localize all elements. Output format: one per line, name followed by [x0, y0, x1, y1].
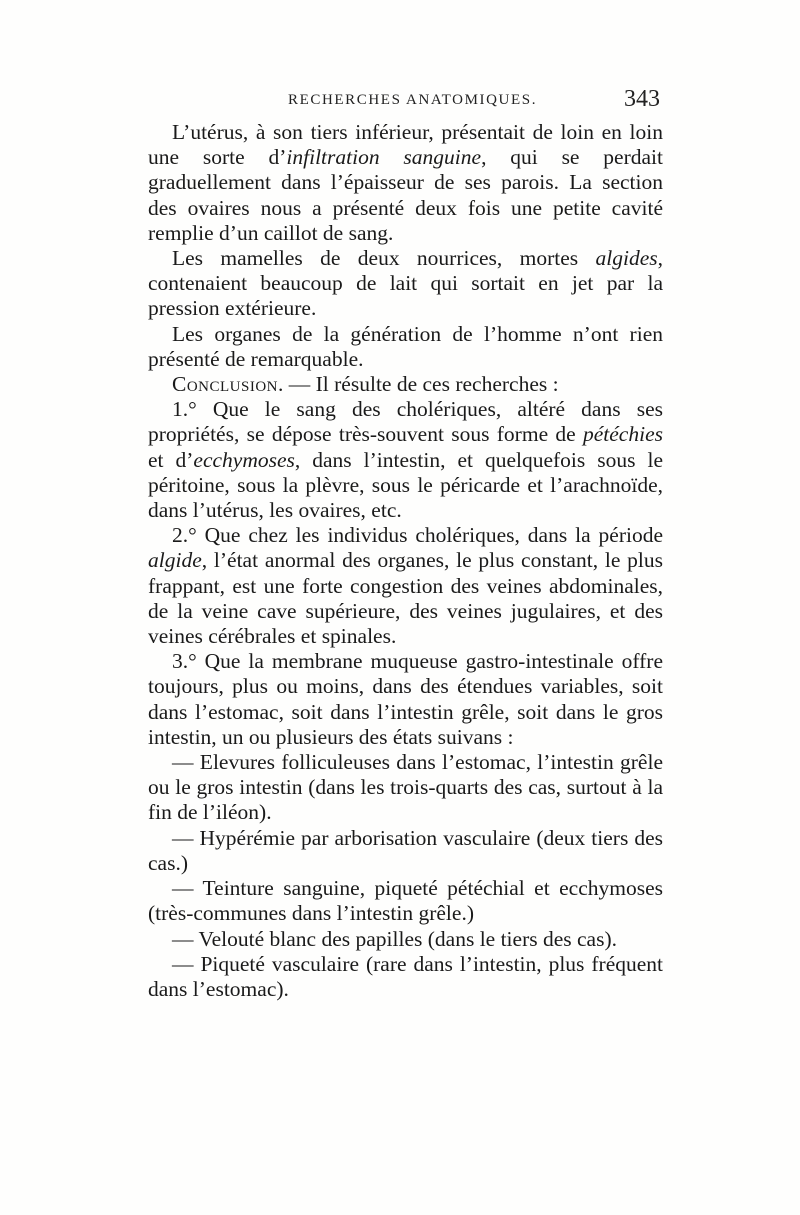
- italic-term: algide: [148, 548, 202, 573]
- italic-term: pétéchies: [583, 422, 663, 447]
- text-run: — Velouté blanc des papilles (dans le tiers des cas).: [172, 926, 618, 951]
- text-run: — Elevures folliculeuses dans l’estomac, l’intestin grêle ou le gros intestin (dans les trois-quarts des cas, surtout à la fin de l’iléon).: [148, 750, 663, 825]
- italic-term: ecchymoses: [193, 447, 295, 472]
- finding-piquete: [148, 952, 663, 1002]
- conclusion-item-2: [148, 523, 663, 649]
- body-text: [148, 120, 663, 1002]
- finding-elevures: [148, 750, 663, 826]
- italic-term: algides: [595, 246, 658, 271]
- text-run: 1.° Que le sang des cholériques, altéré dans ses propriétés, se dépose très-souvent sous forme de: [148, 397, 663, 447]
- text-run: L’utérus, à son tiers inférieur, présentait de loin en loin une sorte d’: [148, 120, 663, 170]
- running-title: RECHERCHES ANATOMIQUES.: [288, 92, 538, 108]
- text-run: — Hypérémie par arborisation vasculaire (deux tiers des cas.): [148, 825, 663, 875]
- text-run: Les organes de la génération de l’homme n’ont rien présenté de remarquable.: [148, 321, 663, 371]
- text-run: — Piqueté vasculaire (rare dans l’intestin, plus fréquent dans l’estomac).: [148, 951, 663, 1001]
- text-run: Les mamelles de deux nourrices, mortes: [172, 246, 596, 271]
- finding-veloute: [148, 927, 663, 952]
- text-run: , qui se perdait graduellement dans l’épaisseur de ses parois. La section des ovaires nous a présenté deux fois une petite cavité remplie d’un caillot de sang.: [148, 145, 663, 245]
- text-run: , l’état anormal des organes, le plus constant, le plus frappant, est une forte congestion des veines abdominales, de la veine cave supérieure, des veines jugulaires, et des veines cérébrales et spinales.: [148, 548, 663, 649]
- conclusion-item-3: [148, 649, 663, 750]
- paragraph-conclusion: [148, 372, 663, 397]
- conclusion-item-1: [148, 397, 663, 523]
- page-number: 343: [624, 86, 660, 112]
- finding-teinture: [148, 876, 663, 926]
- text-run: , dans l’intestin, et quelquefois sous le péritoine, sous la plèvre, sous le péricarde et l’arachnoïde, dans l’utérus, les ovaires, etc.: [148, 447, 663, 523]
- text-run: 3.° Que la membrane muqueuse gastro-intestinale offre toujours, plus ou moins, dans des étendues variables, soit dans l’estomac, soit dans l’intestin grêle, soit dans le gros intestin, un ou plusieurs des états suivans :: [148, 649, 663, 749]
- text-run: — Teinture sanguine, piqueté pétéchial et ecchymoses (très-communes dans l’intestin grêle.): [148, 876, 663, 926]
- running-head: [148, 86, 660, 116]
- text-run: et d’: [148, 447, 194, 472]
- paragraph-organes-homme: [148, 322, 663, 372]
- small-caps-heading: Conclusion: [172, 372, 279, 397]
- text-run: . — Il résulte de ces recherches :: [278, 372, 559, 397]
- paragraph-uterus: [148, 120, 663, 246]
- paragraph-mamelles: [148, 246, 663, 322]
- text-run: , contenaient beaucoup de lait qui sortait en jet par la pression extérieure.: [148, 246, 663, 321]
- italic-term: infiltration sanguine: [286, 145, 482, 170]
- text-run: 2.° Que chez les individus cholériques, dans la période: [172, 523, 663, 548]
- finding-hyperemie: [148, 826, 663, 876]
